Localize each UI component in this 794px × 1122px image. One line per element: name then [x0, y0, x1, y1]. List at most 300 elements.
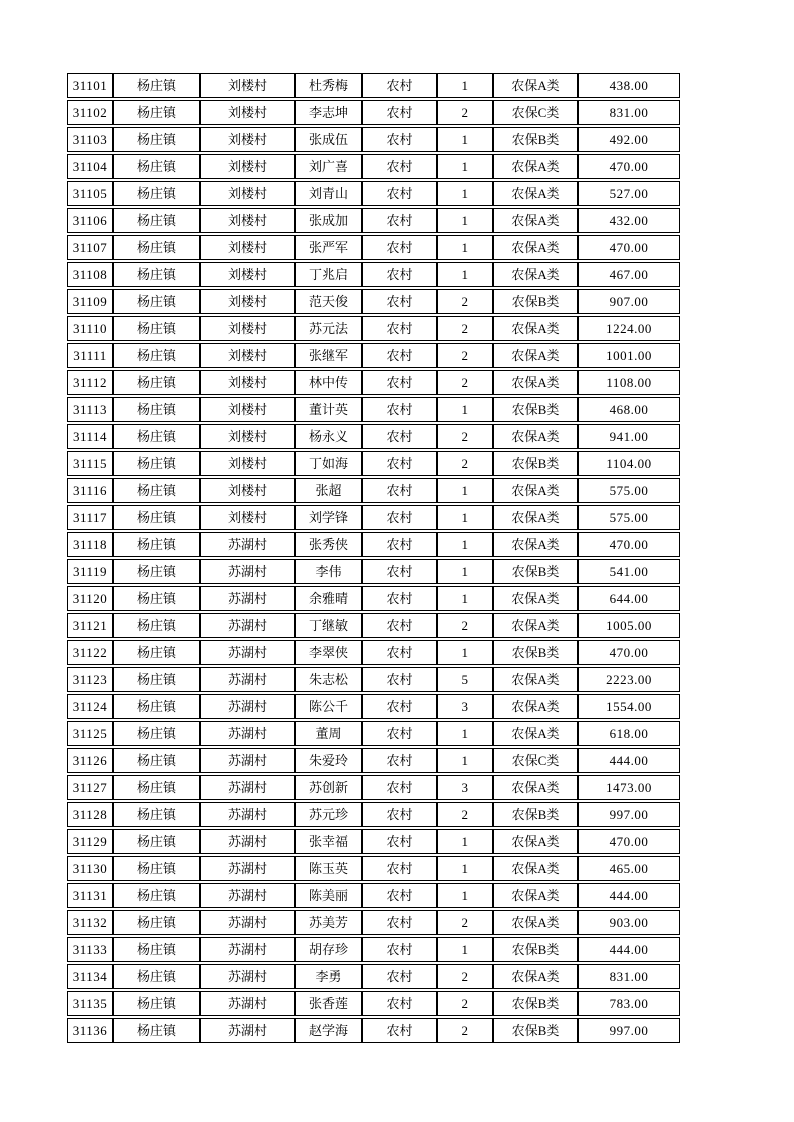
cell-town: 杨庄镇	[113, 262, 200, 287]
cell-amount: 1108.00	[578, 370, 680, 395]
cell-id: 31127	[67, 775, 113, 800]
cell-category: 农保B类	[493, 127, 578, 152]
cell-amount: 575.00	[578, 478, 680, 503]
cell-amount: 1554.00	[578, 694, 680, 719]
cell-category: 农保B类	[493, 640, 578, 665]
cell-residence-type: 农村	[362, 1018, 437, 1043]
cell-headcount: 2	[437, 991, 493, 1016]
cell-village: 苏湖村	[200, 586, 295, 611]
cell-category: 农保A类	[493, 721, 578, 746]
cell-town: 杨庄镇	[113, 181, 200, 206]
cell-person-name: 朱爱玲	[295, 748, 362, 773]
cell-headcount: 2	[437, 424, 493, 449]
cell-category: 农保A类	[493, 505, 578, 530]
cell-person-name: 朱志松	[295, 667, 362, 692]
cell-id: 31122	[67, 640, 113, 665]
cell-id: 31135	[67, 991, 113, 1016]
cell-town: 杨庄镇	[113, 289, 200, 314]
cell-village: 刘楼村	[200, 343, 295, 368]
cell-village: 刘楼村	[200, 181, 295, 206]
cell-category: 农保A类	[493, 424, 578, 449]
cell-person-name: 陈公千	[295, 694, 362, 719]
cell-category: 农保A类	[493, 856, 578, 881]
cell-id: 31118	[67, 532, 113, 557]
cell-town: 杨庄镇	[113, 883, 200, 908]
cell-id: 31134	[67, 964, 113, 989]
table-row	[67, 316, 680, 341]
cell-category: 农保A类	[493, 613, 578, 638]
cell-headcount: 1	[437, 883, 493, 908]
table-row	[67, 721, 680, 746]
cell-category: 农保A类	[493, 667, 578, 692]
cell-residence-type: 农村	[362, 316, 437, 341]
cell-person-name: 杨永义	[295, 424, 362, 449]
cell-village: 苏湖村	[200, 802, 295, 827]
table-row	[67, 748, 680, 773]
cell-person-name: 丁兆启	[295, 262, 362, 287]
table-row	[67, 343, 680, 368]
cell-category: 农保B类	[493, 397, 578, 422]
cell-person-name: 张成加	[295, 208, 362, 233]
cell-residence-type: 农村	[362, 505, 437, 530]
cell-village: 苏湖村	[200, 1018, 295, 1043]
table-row	[67, 586, 680, 611]
cell-headcount: 1	[437, 532, 493, 557]
table-row	[67, 289, 680, 314]
cell-town: 杨庄镇	[113, 937, 200, 962]
cell-town: 杨庄镇	[113, 991, 200, 1016]
table-row	[67, 154, 680, 179]
cell-headcount: 3	[437, 694, 493, 719]
table-row	[67, 910, 680, 935]
cell-amount: 831.00	[578, 100, 680, 125]
cell-person-name: 李勇	[295, 964, 362, 989]
cell-headcount: 1	[437, 397, 493, 422]
cell-residence-type: 农村	[362, 721, 437, 746]
cell-id: 31130	[67, 856, 113, 881]
cell-residence-type: 农村	[362, 343, 437, 368]
cell-person-name: 李伟	[295, 559, 362, 584]
cell-category: 农保A类	[493, 694, 578, 719]
table-row	[67, 208, 680, 233]
cell-headcount: 1	[437, 73, 493, 98]
cell-category: 农保A类	[493, 235, 578, 260]
cell-town: 杨庄镇	[113, 451, 200, 476]
cell-headcount: 1	[437, 127, 493, 152]
cell-village: 刘楼村	[200, 127, 295, 152]
cell-village: 刘楼村	[200, 505, 295, 530]
cell-headcount: 1	[437, 505, 493, 530]
table-row	[67, 613, 680, 638]
cell-town: 杨庄镇	[113, 775, 200, 800]
cell-residence-type: 农村	[362, 937, 437, 962]
cell-category: 农保B类	[493, 802, 578, 827]
cell-person-name: 苏元法	[295, 316, 362, 341]
cell-town: 杨庄镇	[113, 532, 200, 557]
cell-headcount: 1	[437, 154, 493, 179]
cell-amount: 644.00	[578, 586, 680, 611]
cell-person-name: 董计英	[295, 397, 362, 422]
cell-id: 31105	[67, 181, 113, 206]
cell-id: 31116	[67, 478, 113, 503]
cell-category: 农保A类	[493, 208, 578, 233]
cell-town: 杨庄镇	[113, 208, 200, 233]
cell-headcount: 2	[437, 613, 493, 638]
cell-headcount: 2	[437, 289, 493, 314]
cell-category: 农保A类	[493, 910, 578, 935]
cell-headcount: 2	[437, 343, 493, 368]
cell-village: 苏湖村	[200, 883, 295, 908]
table-row	[67, 1018, 680, 1043]
cell-person-name: 陈美丽	[295, 883, 362, 908]
cell-headcount: 2	[437, 370, 493, 395]
cell-amount: 2223.00	[578, 667, 680, 692]
cell-village: 刘楼村	[200, 235, 295, 260]
cell-town: 杨庄镇	[113, 73, 200, 98]
cell-person-name: 张秀侠	[295, 532, 362, 557]
cell-id: 31132	[67, 910, 113, 935]
roster-table	[67, 71, 680, 1045]
cell-amount: 444.00	[578, 883, 680, 908]
cell-village: 刘楼村	[200, 154, 295, 179]
cell-village: 刘楼村	[200, 451, 295, 476]
cell-village: 苏湖村	[200, 964, 295, 989]
cell-amount: 470.00	[578, 532, 680, 557]
cell-id: 31128	[67, 802, 113, 827]
cell-person-name: 苏美芳	[295, 910, 362, 935]
cell-amount: 575.00	[578, 505, 680, 530]
cell-town: 杨庄镇	[113, 1018, 200, 1043]
table-row	[67, 100, 680, 125]
cell-residence-type: 农村	[362, 370, 437, 395]
cell-amount: 997.00	[578, 802, 680, 827]
cell-town: 杨庄镇	[113, 316, 200, 341]
cell-village: 苏湖村	[200, 721, 295, 746]
cell-residence-type: 农村	[362, 856, 437, 881]
cell-category: 农保A类	[493, 343, 578, 368]
table-row	[67, 640, 680, 665]
cell-category: 农保B类	[493, 1018, 578, 1043]
cell-category: 农保A类	[493, 73, 578, 98]
cell-headcount: 1	[437, 586, 493, 611]
cell-id: 31133	[67, 937, 113, 962]
cell-village: 苏湖村	[200, 856, 295, 881]
cell-headcount: 1	[437, 478, 493, 503]
cell-residence-type: 农村	[362, 910, 437, 935]
cell-residence-type: 农村	[362, 73, 437, 98]
cell-headcount: 1	[437, 829, 493, 854]
cell-village: 苏湖村	[200, 748, 295, 773]
cell-category: 农保A类	[493, 478, 578, 503]
cell-residence-type: 农村	[362, 181, 437, 206]
cell-town: 杨庄镇	[113, 667, 200, 692]
cell-headcount: 1	[437, 208, 493, 233]
cell-residence-type: 农村	[362, 829, 437, 854]
cell-category: 农保A类	[493, 370, 578, 395]
cell-town: 杨庄镇	[113, 100, 200, 125]
cell-amount: 903.00	[578, 910, 680, 935]
cell-town: 杨庄镇	[113, 343, 200, 368]
cell-id: 31124	[67, 694, 113, 719]
cell-headcount: 2	[437, 1018, 493, 1043]
cell-village: 苏湖村	[200, 640, 295, 665]
cell-id: 31121	[67, 613, 113, 638]
cell-headcount: 1	[437, 640, 493, 665]
cell-amount: 618.00	[578, 721, 680, 746]
cell-amount: 470.00	[578, 640, 680, 665]
cell-headcount: 2	[437, 802, 493, 827]
table-row	[67, 127, 680, 152]
cell-headcount: 5	[437, 667, 493, 692]
table-row	[67, 73, 680, 98]
cell-village: 苏湖村	[200, 991, 295, 1016]
table-row	[67, 802, 680, 827]
cell-person-name: 丁如海	[295, 451, 362, 476]
cell-category: 农保A类	[493, 181, 578, 206]
cell-id: 31123	[67, 667, 113, 692]
cell-category: 农保A类	[493, 316, 578, 341]
cell-id: 31104	[67, 154, 113, 179]
cell-id: 31115	[67, 451, 113, 476]
cell-village: 苏湖村	[200, 667, 295, 692]
cell-residence-type: 农村	[362, 640, 437, 665]
cell-amount: 1005.00	[578, 613, 680, 638]
cell-residence-type: 农村	[362, 154, 437, 179]
cell-amount: 444.00	[578, 937, 680, 962]
cell-person-name: 胡存珍	[295, 937, 362, 962]
cell-person-name: 苏元珍	[295, 802, 362, 827]
cell-village: 刘楼村	[200, 208, 295, 233]
cell-id: 31125	[67, 721, 113, 746]
cell-residence-type: 农村	[362, 532, 437, 557]
cell-town: 杨庄镇	[113, 370, 200, 395]
cell-person-name: 张成伍	[295, 127, 362, 152]
cell-headcount: 2	[437, 964, 493, 989]
cell-town: 杨庄镇	[113, 235, 200, 260]
cell-village: 刘楼村	[200, 100, 295, 125]
cell-village: 苏湖村	[200, 532, 295, 557]
cell-person-name: 李翠侠	[295, 640, 362, 665]
cell-amount: 527.00	[578, 181, 680, 206]
cell-town: 杨庄镇	[113, 397, 200, 422]
cell-village: 刘楼村	[200, 262, 295, 287]
cell-category: 农保A类	[493, 586, 578, 611]
cell-town: 杨庄镇	[113, 559, 200, 584]
cell-person-name: 陈玉英	[295, 856, 362, 881]
table-row	[67, 883, 680, 908]
cell-town: 杨庄镇	[113, 910, 200, 935]
cell-category: 农保A类	[493, 829, 578, 854]
cell-id: 31120	[67, 586, 113, 611]
cell-id: 31112	[67, 370, 113, 395]
cell-village: 苏湖村	[200, 694, 295, 719]
cell-category: 农保A类	[493, 154, 578, 179]
cell-village: 苏湖村	[200, 910, 295, 935]
roster-table-body	[67, 73, 680, 1043]
cell-town: 杨庄镇	[113, 964, 200, 989]
cell-id: 31126	[67, 748, 113, 773]
cell-residence-type: 农村	[362, 262, 437, 287]
cell-id: 31136	[67, 1018, 113, 1043]
cell-person-name: 张幸福	[295, 829, 362, 854]
cell-category: 农保A类	[493, 775, 578, 800]
cell-headcount: 1	[437, 748, 493, 773]
cell-headcount: 2	[437, 910, 493, 935]
table-row	[67, 397, 680, 422]
cell-amount: 783.00	[578, 991, 680, 1016]
cell-person-name: 李志坤	[295, 100, 362, 125]
cell-id: 31111	[67, 343, 113, 368]
cell-person-name: 杜秀梅	[295, 73, 362, 98]
cell-residence-type: 农村	[362, 397, 437, 422]
cell-amount: 831.00	[578, 964, 680, 989]
cell-id: 31110	[67, 316, 113, 341]
cell-category: 农保B类	[493, 559, 578, 584]
cell-id: 31108	[67, 262, 113, 287]
cell-village: 刘楼村	[200, 370, 295, 395]
cell-id: 31114	[67, 424, 113, 449]
cell-category: 农保B类	[493, 451, 578, 476]
cell-village: 刘楼村	[200, 478, 295, 503]
cell-id: 31131	[67, 883, 113, 908]
cell-amount: 1001.00	[578, 343, 680, 368]
cell-id: 31117	[67, 505, 113, 530]
cell-id: 31109	[67, 289, 113, 314]
cell-amount: 470.00	[578, 235, 680, 260]
cell-amount: 468.00	[578, 397, 680, 422]
cell-town: 杨庄镇	[113, 721, 200, 746]
cell-town: 杨庄镇	[113, 856, 200, 881]
cell-id: 31103	[67, 127, 113, 152]
cell-person-name: 余雅晴	[295, 586, 362, 611]
cell-residence-type: 农村	[362, 235, 437, 260]
cell-residence-type: 农村	[362, 775, 437, 800]
cell-amount: 444.00	[578, 748, 680, 773]
table-row	[67, 424, 680, 449]
cell-id: 31119	[67, 559, 113, 584]
cell-person-name: 丁继敏	[295, 613, 362, 638]
cell-category: 农保C类	[493, 748, 578, 773]
cell-amount: 470.00	[578, 154, 680, 179]
cell-town: 杨庄镇	[113, 586, 200, 611]
cell-headcount: 2	[437, 100, 493, 125]
cell-town: 杨庄镇	[113, 802, 200, 827]
cell-amount: 432.00	[578, 208, 680, 233]
cell-headcount: 1	[437, 235, 493, 260]
cell-category: 农保A类	[493, 883, 578, 908]
cell-amount: 1224.00	[578, 316, 680, 341]
cell-category: 农保C类	[493, 100, 578, 125]
cell-residence-type: 农村	[362, 586, 437, 611]
cell-residence-type: 农村	[362, 802, 437, 827]
cell-headcount: 1	[437, 856, 493, 881]
cell-id: 31113	[67, 397, 113, 422]
cell-village: 苏湖村	[200, 613, 295, 638]
cell-id: 31102	[67, 100, 113, 125]
cell-category: 农保B类	[493, 937, 578, 962]
table-row	[67, 775, 680, 800]
cell-residence-type: 农村	[362, 694, 437, 719]
cell-village: 刘楼村	[200, 289, 295, 314]
cell-town: 杨庄镇	[113, 613, 200, 638]
cell-town: 杨庄镇	[113, 694, 200, 719]
table-row	[67, 532, 680, 557]
cell-town: 杨庄镇	[113, 478, 200, 503]
cell-amount: 997.00	[578, 1018, 680, 1043]
cell-amount: 907.00	[578, 289, 680, 314]
cell-headcount: 1	[437, 721, 493, 746]
table-row	[67, 856, 680, 881]
table-row	[67, 235, 680, 260]
cell-category: 农保B类	[493, 289, 578, 314]
cell-village: 刘楼村	[200, 73, 295, 98]
cell-headcount: 1	[437, 181, 493, 206]
cell-residence-type: 农村	[362, 451, 437, 476]
cell-residence-type: 农村	[362, 127, 437, 152]
cell-residence-type: 农村	[362, 748, 437, 773]
cell-category: 农保A类	[493, 532, 578, 557]
table-row	[67, 370, 680, 395]
cell-town: 杨庄镇	[113, 640, 200, 665]
cell-person-name: 刘学锋	[295, 505, 362, 530]
cell-town: 杨庄镇	[113, 505, 200, 530]
cell-amount: 492.00	[578, 127, 680, 152]
cell-headcount: 1	[437, 262, 493, 287]
cell-person-name: 刘青山	[295, 181, 362, 206]
cell-town: 杨庄镇	[113, 154, 200, 179]
cell-headcount: 2	[437, 451, 493, 476]
cell-town: 杨庄镇	[113, 424, 200, 449]
cell-person-name: 范天俊	[295, 289, 362, 314]
table-row	[67, 991, 680, 1016]
cell-category: 农保A类	[493, 262, 578, 287]
cell-id: 31129	[67, 829, 113, 854]
cell-residence-type: 农村	[362, 883, 437, 908]
table-row	[67, 937, 680, 962]
cell-village: 刘楼村	[200, 316, 295, 341]
cell-amount: 467.00	[578, 262, 680, 287]
table-row	[67, 964, 680, 989]
cell-town: 杨庄镇	[113, 829, 200, 854]
cell-town: 杨庄镇	[113, 748, 200, 773]
cell-person-name: 董周	[295, 721, 362, 746]
cell-headcount: 1	[437, 937, 493, 962]
table-row	[67, 478, 680, 503]
cell-village: 苏湖村	[200, 559, 295, 584]
cell-headcount: 3	[437, 775, 493, 800]
cell-person-name: 刘广喜	[295, 154, 362, 179]
cell-residence-type: 农村	[362, 667, 437, 692]
cell-residence-type: 农村	[362, 964, 437, 989]
cell-residence-type: 农村	[362, 289, 437, 314]
cell-person-name: 张严军	[295, 235, 362, 260]
table-row	[67, 262, 680, 287]
cell-headcount: 1	[437, 559, 493, 584]
cell-person-name: 苏创新	[295, 775, 362, 800]
cell-amount: 465.00	[578, 856, 680, 881]
cell-amount: 941.00	[578, 424, 680, 449]
table-row	[67, 451, 680, 476]
cell-residence-type: 农村	[362, 991, 437, 1016]
cell-category: 农保A类	[493, 964, 578, 989]
table-row	[67, 667, 680, 692]
cell-person-name: 张继军	[295, 343, 362, 368]
cell-person-name: 张超	[295, 478, 362, 503]
cell-residence-type: 农村	[362, 478, 437, 503]
cell-amount: 541.00	[578, 559, 680, 584]
cell-amount: 438.00	[578, 73, 680, 98]
cell-residence-type: 农村	[362, 424, 437, 449]
